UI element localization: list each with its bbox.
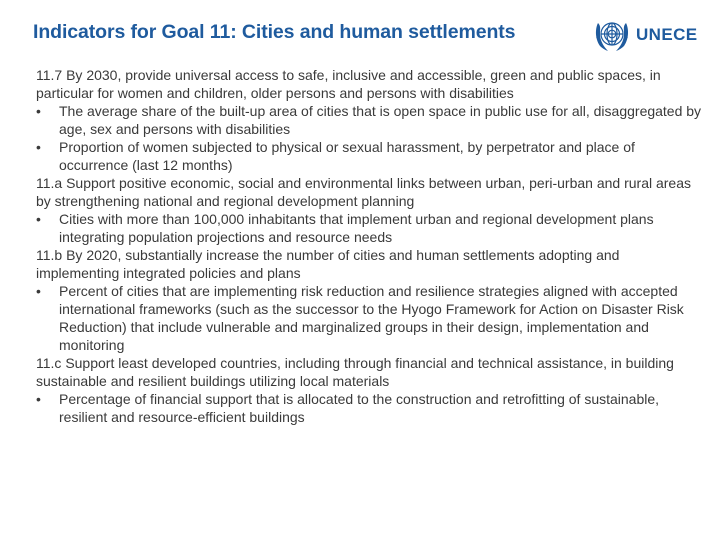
target-text: 11.7 By 2030, provide universal access to safe, inclusive and accessible, green and public spaces, in particular for women and children, older persons and persons with disabilities (36, 67, 661, 101)
bullet-marker: • (36, 391, 41, 407)
bullet-marker: • (36, 211, 41, 227)
target-text: 11.c Support least developed countries, including through financial and technical assistance, in building sustainable and resilient buildings utilizing local materials (36, 355, 674, 389)
indicator-bullet (36, 390, 706, 426)
target-text: 11.a Support positive economic, social and environmental links between urban, peri-urban and rural areas by strengthening national and regional development planning (36, 175, 692, 209)
indicator-bullet (36, 138, 706, 174)
indicator-bullet (36, 102, 706, 138)
indicator-text: Proportion of women subjected to physical or sexual harassment, by perpetrator and place of occurrence (last 12 months) (59, 139, 635, 173)
bullet-marker: • (36, 139, 41, 155)
indicator-text: Cities with more than 100,000 inhabitants that implement urban and regional development plans integrating population projections and resource needs (59, 211, 654, 245)
indicator-bullet (36, 210, 706, 246)
indicator-text: Percentage of financial support that is allocated to the construction and retrofitting of sustainable, resilient and resource-efficient buildings (59, 391, 660, 425)
indicator-text: Percent of cities that are implementing risk reduction and resilience strategies aligned with accepted international frameworks (such as the successor to the Hyogo Framework for Action on Disaster Risk Reduction) that include vulnerable and marginalized groups in their design, implementation and monitoring (59, 283, 684, 353)
page-title: Indicators for Goal 11: Cities and human settlements (33, 21, 516, 43)
indicator-bullet (36, 282, 706, 354)
indicator-text: The average share of the built-up area of cities that is open space in public use for all, disaggregated by age, sex and persons with disabilities (59, 103, 702, 137)
logo-wordmark: UNECE (636, 25, 698, 44)
un-emblem-icon (592, 15, 632, 55)
bullet-marker: • (36, 283, 41, 299)
indicator-list (36, 66, 706, 426)
unece-logo (592, 14, 716, 56)
bullet-marker: • (36, 103, 41, 119)
target-text: 11.b By 2020, substantially increase the number of cities and human settlements adopting and implementing integrated policies and plans (36, 247, 620, 281)
